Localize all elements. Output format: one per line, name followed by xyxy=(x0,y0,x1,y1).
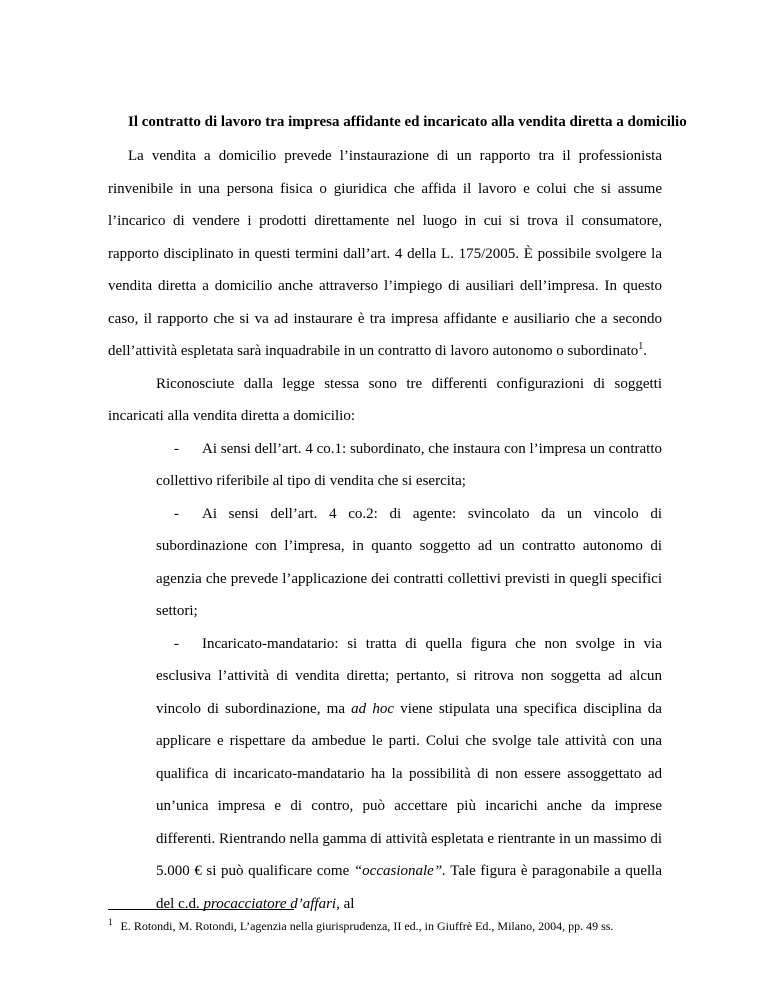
paragraph-intro xyxy=(108,140,662,368)
list-item-text: Ai sensi dell’art. 4 co.2: di agente: svincolato da un vincolo di subordinazione con l’impresa, in quanto soggetto ad un contratto autonomo di agenzia che prevede l’applicazione dei contratti collettivi previsti in quegli specifici settori; xyxy=(156,505,662,619)
list-item-text: al xyxy=(339,895,355,912)
italic-occasionale: “occasionale”. xyxy=(353,863,446,879)
list-item-text: viene stipulata una specifica disciplina da applicare e rispettare da ambedue le parti. Colui che svolge tale attività con una qualifica di incaricato-mandatario ha la possibilità di non essere assoggettato ad un’unica impresa e di contro, può accettare più incarichi anche da imprese differenti. Rientrando nella gamma di attività espletata e rientrante in un massimo di 5.000 € si può qualificare come xyxy=(156,700,662,879)
list-item-text: Ai sensi dell’art. 4 co.1: subordinato, che instaura con l’impresa un contratto collettivo riferibile al tipo di vendita che si esercita; xyxy=(156,440,662,489)
italic-ad-hoc: ad hoc xyxy=(351,700,395,717)
list-item xyxy=(156,498,662,628)
list-item xyxy=(156,433,662,498)
list-dash: - xyxy=(174,440,179,457)
document-body xyxy=(108,112,687,920)
paragraph-intro-text: La vendita a domicilio prevede l’instaurazione di un rapporto tra il professionista rinvenibile in una persona fisica o giuridica che affida il lavoro e colui che si assume l’incarico di vendere i prodotti direttamente nel luogo in cui si trova il consumatore, rapporto disciplinato in questi termini dall’art. 4 della L. 175/2005. È possibile svolgere la vendita diretta a domicilio anche attraverso l’impiego di ausiliari dell’impresa. In questo caso, il rapporto che si va ad instaurare è tra impresa affidante e ausiliario che a secondo dell’attività espletata sarà inquadrabile in un contratto di lavoro autonomo o subordinato xyxy=(108,148,662,359)
document-title: Il contratto di lavoro tra impresa affidante ed incaricato alla vendita diretta a domicilio xyxy=(128,114,687,130)
footnote-ref[interactable]: 1 xyxy=(638,341,644,352)
configurations-list xyxy=(108,433,662,921)
paragraph-configurations: Riconosciute dalla legge stessa sono tre differenti configurazioni di soggetti incaricati alla vendita diretta a domicilio: xyxy=(108,375,662,424)
footnote xyxy=(108,918,668,934)
list-item-text: Tale figura è paragonabile a quella del c.d. xyxy=(156,863,662,912)
footnote-text: E. Rotondi, M. Rotondi, L’agenzia nella giurisprudenza, II ed., in Giuffrè Ed., Milano, 2004, pp. 49 ss. xyxy=(120,919,614,933)
paragraph-intro-end: . xyxy=(643,343,648,359)
list-item-text: Incaricato-mandatario: si tratta di quella figura che non svolge in via esclusiva l’attività di vendita diretta; pertanto, si ritrova non soggetta ad alcun vincolo di subordinazione, ma xyxy=(156,635,662,717)
footnote-number: 1 xyxy=(108,917,113,927)
list-dash: - xyxy=(174,635,179,652)
list-item xyxy=(156,628,662,921)
list-dash: - xyxy=(174,505,179,522)
footnote-divider xyxy=(108,909,294,910)
italic-procacciatore: procacciatore d’affari, xyxy=(203,895,340,912)
